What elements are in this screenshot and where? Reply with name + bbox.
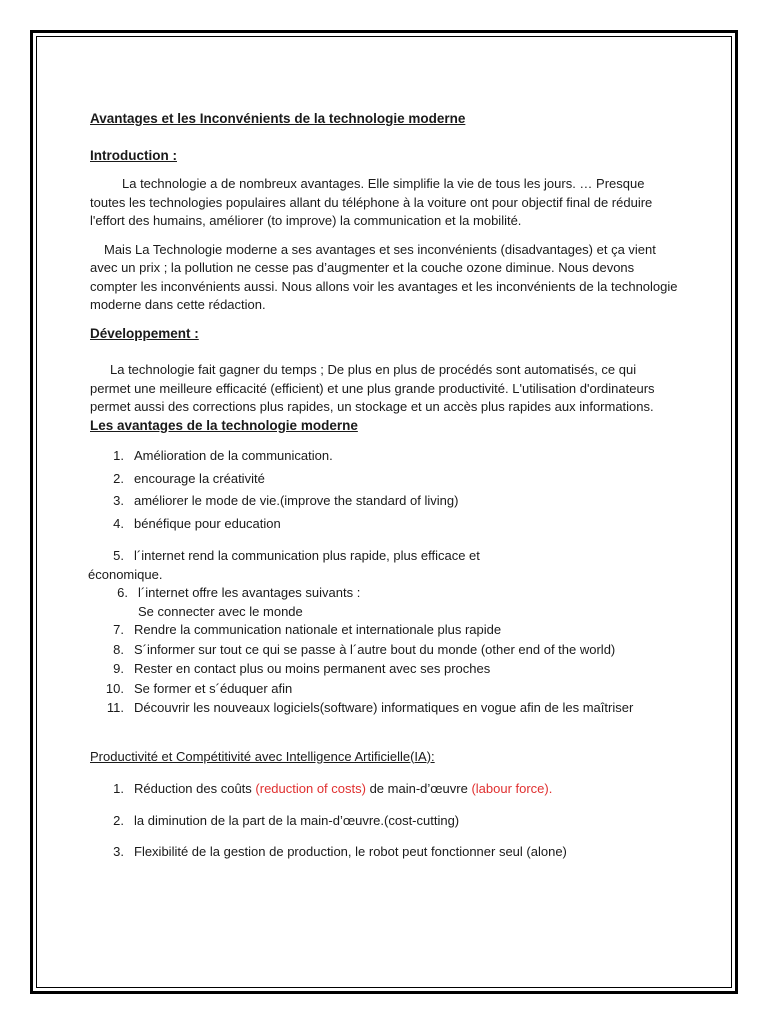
list-item-5-continuation: économique.: [88, 566, 163, 582]
list-item-text: améliorer le mode de vie.(improve the standard of living): [134, 493, 459, 508]
highlighted-text: (reduction of costs): [255, 781, 366, 796]
list-item-6: [90, 584, 680, 603]
list-item: [90, 447, 680, 466]
list-item-text: encourage la créativité: [134, 470, 265, 486]
list-item-text: l´internet rend la communication plus rapide, plus efficace et: [134, 548, 480, 563]
list-number: 2.: [113, 470, 124, 486]
list-item: [90, 641, 680, 660]
list-number: 3.: [113, 844, 124, 859]
document-title: Avantages et les Inconvénients de la technologie moderne: [90, 111, 466, 126]
list-item-text: la diminution de la part de la main-d’œuvre.(cost-cutting): [134, 812, 460, 828]
intro-heading: Introduction :: [90, 147, 177, 163]
list-number: 8.: [113, 641, 124, 657]
development-paragraph: La technologie fait gagner du temps ; De plus en plus de procédés sont automatisés, ce qui permet une meilleure efficacité (efficient) et une plus grande productivité. L'utilisation d'ordinateurs permet aussi des corrections plus rapides, un stockage et un accès plus rapides aux informations.: [90, 362, 655, 414]
list-item: [90, 780, 680, 799]
list-item-text: Se former et s´éduquer afin: [134, 680, 293, 696]
intro-paragraph-1: La technologie a de nombreux avantages. Elle simplifie la vie de tous les jours. … Presque toutes les technologies populaires allant du téléphone à la voiture ont pour objectif final de réduire l'effort des humains, améliorer (to improve) la communication et la mobilité.: [90, 176, 653, 228]
productivity-list: [90, 780, 680, 862]
list-item-text: Amélioration de la communication.: [134, 448, 333, 463]
list-item: [90, 843, 680, 862]
list-number: 5.: [113, 548, 124, 563]
list-number: 1.: [113, 781, 124, 796]
list-number: 3.: [113, 493, 124, 508]
list-number: 11.: [106, 700, 124, 715]
list-item: [90, 812, 680, 831]
list-item-text: Flexibilité de la gestion de production, le robot peut fonctionner seul (alone): [134, 844, 567, 859]
list-item: [90, 680, 680, 699]
list-number: 2.: [113, 812, 124, 828]
list-number: 6.: [117, 585, 128, 600]
intro-paragraph-2: Mais La Technologie moderne a ses avantages et ses inconvénients (disadvantages) et ça vient avec un prix ; la pollution ne cesse pas d’augmenter et la couche ozone diminue. Nous devons compter les inconvénients aussi. Nous allons voir les avantages et les inconvénients de la technologie moderne dans cette rédaction.: [90, 241, 678, 312]
list-item-text: S´informer sur tout ce qui se passe à l´autre bout du monde (other end of the world): [134, 641, 616, 657]
list-item: [90, 492, 680, 511]
list-item: [90, 515, 680, 534]
list-number: 9.: [113, 661, 124, 676]
list-item-text: bénéfique pour education: [134, 515, 281, 531]
highlighted-text: (labour force).: [471, 781, 553, 796]
list-item-5: [90, 547, 680, 566]
list-item: [90, 660, 680, 679]
document-body: [90, 110, 680, 875]
list-number: 10.: [105, 680, 124, 696]
list-number: 1.: [113, 448, 124, 463]
list-number: 4.: [113, 515, 124, 531]
list-item: [90, 621, 680, 640]
productivity-heading: Productivité et Compétitivité avec Intelligence Artificielle(IA):: [90, 748, 435, 764]
advantages-list: [90, 447, 680, 533]
list-item: [90, 470, 680, 489]
list-item-text: Réduction des coûts: [134, 781, 256, 796]
advantages-list-continued: [90, 621, 680, 718]
list-item-text: Rester en contact plus ou moins permanent avec ses proches: [134, 661, 491, 676]
list-item-text: de main-d’œuvre: [365, 781, 472, 796]
list-item-6-sub: Se connecter avec le monde: [138, 603, 303, 619]
list-item: [90, 699, 680, 718]
development-heading: Développement :: [90, 325, 199, 341]
list-number: 7.: [113, 622, 124, 637]
list-item-text: Rendre la communication nationale et internationale plus rapide: [134, 622, 502, 637]
list-item-text: Découvrir les nouveaux logiciels(software) informatiques en vogue afin de les maîtriser: [134, 700, 634, 715]
list-item-text: l´internet offre les avantages suivants :: [138, 585, 361, 600]
advantages-heading: Les avantages de la technologie moderne: [90, 417, 358, 433]
